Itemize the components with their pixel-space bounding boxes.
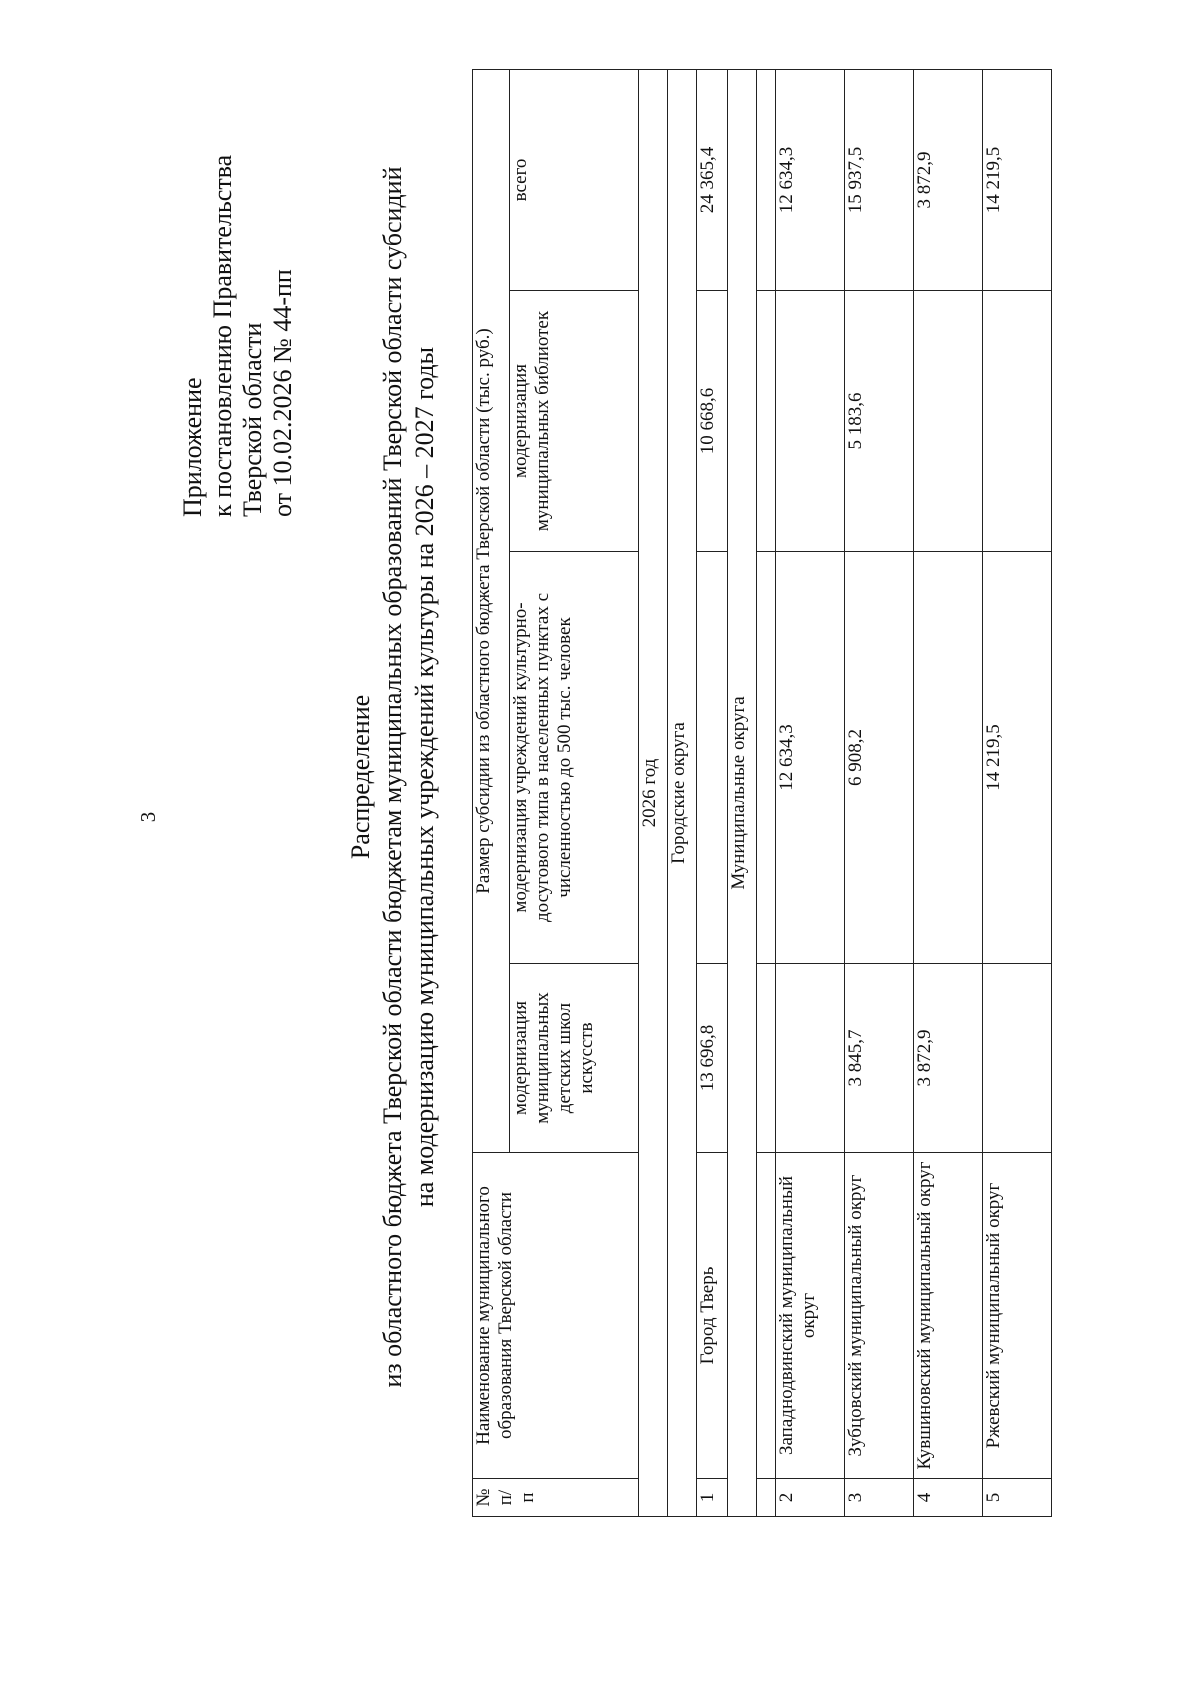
row-col1: 3 845,7 [845,964,914,1153]
row-col2 [914,552,983,964]
title-line-1: Распределение [346,694,375,860]
section-row-municipal [728,69,757,1516]
table-row [845,69,914,1516]
year-label: 2026 год [639,69,668,1516]
row-col3: 10 668,6 [697,291,728,552]
appendix-block [178,17,298,517]
row-col3 [776,291,845,552]
row-name: Западнодвинский муниципальный округ [776,1153,845,1479]
table-header-row-1 [473,69,510,1516]
row-col3 [914,291,983,552]
row-name: Город Тверь [697,1153,728,1479]
row-total: 3 872,9 [914,69,983,290]
section-urban-label: Городские округа [668,69,697,1516]
header-num: № п/п [473,1479,639,1517]
row-name: Зубцовский муниципальный округ [845,1153,914,1479]
row-name: Ржевский муниципальный округ [983,1153,1052,1479]
spacer-cell [757,291,776,552]
row-col2: 14 219,5 [983,552,1052,964]
page-number: 3 [136,811,160,823]
header-name: Наименование муниципального образования Тверской области [473,1153,639,1479]
subsidy-table [472,69,1052,1517]
header-col4: всего [510,69,639,290]
appendix-line-2: к постановлению Правительства [208,154,237,517]
row-col1 [983,964,1052,1153]
row-num: 3 [845,1479,914,1517]
spacer-cell [757,964,776,1153]
row-col1: 13 696,8 [697,964,728,1153]
spacer-cell [757,1479,776,1517]
header-col2: модернизация учреждений культурно-досугового типа в населенных пунктах с численностью до 500 тыс. человек [510,552,639,964]
row-col3 [983,291,1052,552]
section-municipal-label: Муниципальные округа [728,69,757,1516]
row-col2: 12 634,3 [776,552,845,964]
title-line-2: из областного бюджета Тверской области бюджетам муниципальных образований Тверской области субсидий [378,166,407,1388]
row-total: 15 937,5 [845,69,914,290]
header-col1: модернизация муниципальных детских школ искусств [510,964,639,1153]
appendix-line-1: Приложение [178,377,207,517]
table-row [697,69,728,1516]
row-num: 4 [914,1479,983,1517]
table-row [914,69,983,1516]
row-col1: 3 872,9 [914,964,983,1153]
row-total: 12 634,3 [776,69,845,290]
appendix-line-4: от 10.02.2026 № 44-пп [268,269,297,517]
table-row [983,69,1052,1516]
spacer-cell [757,69,776,290]
row-num: 1 [697,1479,728,1517]
row-name: Кувшиновский муниципальный округ [914,1153,983,1479]
row-col2 [697,552,728,964]
spacer-cell [757,1153,776,1479]
title-line-3: на модернизацию муниципальных учреждений культуры на 2026 – 2027 годы [410,346,439,1208]
row-col2: 6 908,2 [845,552,914,964]
table-row [776,69,845,1516]
year-row [639,69,668,1516]
header-col3: модернизация муниципальных библиотек [510,291,639,552]
row-col1 [776,964,845,1153]
row-total: 24 365,4 [697,69,728,290]
section-row-urban [668,69,697,1516]
spacer-row [757,69,776,1516]
row-total: 14 219,5 [983,69,1052,290]
spacer-cell [757,552,776,964]
appendix-line-3: Тверской области [238,322,267,517]
row-num: 5 [983,1479,1052,1517]
row-num: 2 [776,1479,845,1517]
row-col3: 5 183,6 [845,291,914,552]
document-title [345,117,441,1437]
header-group: Размер субсидии из областного бюджета Тверской области (тыс. руб.) [473,69,510,1152]
